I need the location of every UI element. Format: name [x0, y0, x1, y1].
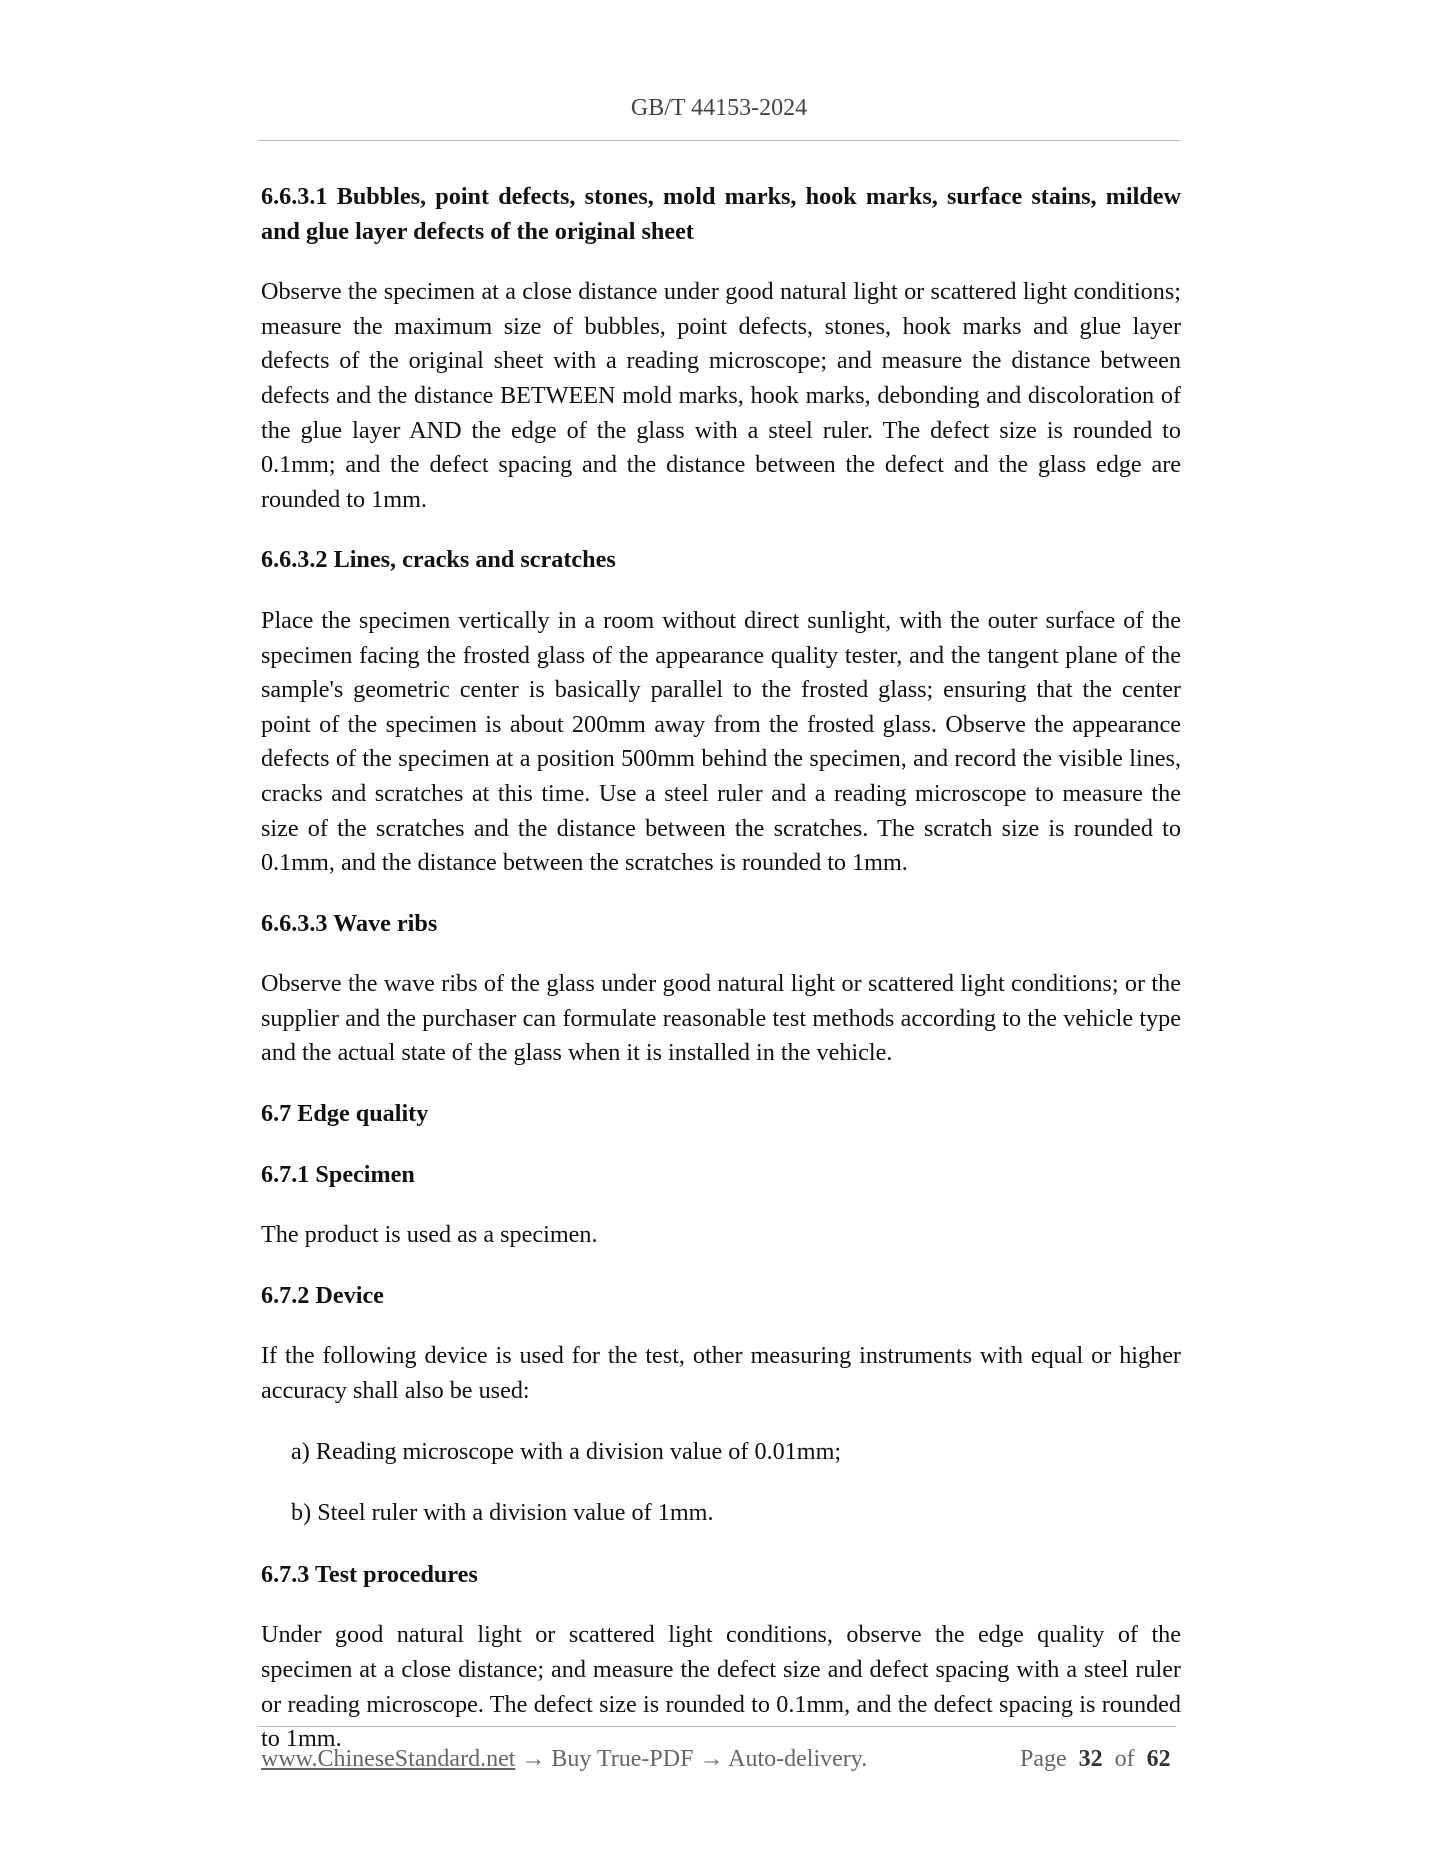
section-672-paragraph: If the following device is used for the test, other measuring instruments with equal or higher accuracy shall also be used: — [261, 1342, 1181, 1405]
current-page: 32 — [1078, 1746, 1103, 1772]
footer-promo — [261, 1746, 867, 1773]
page-label: Page — [1020, 1746, 1067, 1772]
section-6633-paragraph: Observe the wave ribs of the glass under good natural light or scattered light conditions; or the supplier and the purchaser can formulate reasonable test methods according to the vehicle type and the actual state of the glass when it is installed in the vehicle. — [261, 970, 1181, 1067]
page-number — [1020, 1746, 1171, 1773]
section-67-heading: 6.7 Edge quality — [261, 1100, 429, 1128]
section-671-heading: 6.7.1 Specimen — [261, 1160, 415, 1188]
list-item: b) Steel ruler with a division value of 1mm. — [291, 1499, 714, 1527]
document-body — [261, 180, 1181, 1783]
page-header-title: GB/T 44153-2024 — [630, 95, 808, 121]
section-673-paragraph: Under good natural light or scattered light conditions, observe the edge quality of the specimen at a close distance; and measure the defect size and defect spacing with a steel ruler or reading microscope. The defect size is rounded to 0.1mm, and the defect spacing is rounded to 1mm. — [261, 1621, 1181, 1753]
section-671-paragraph: The product is used as a specimen. — [261, 1221, 598, 1249]
section-673-heading: 6.7.3 Test procedures — [261, 1560, 478, 1588]
total-pages: 62 — [1146, 1746, 1171, 1772]
auto-delivery-text: Auto-delivery. — [728, 1746, 868, 1772]
arrow-right-icon: → — [699, 1746, 724, 1772]
section-6633-heading: 6.6.3.3 Wave ribs — [261, 909, 438, 937]
arrow-right-icon: → — [521, 1746, 546, 1772]
section-6631-paragraph: Observe the specimen at a close distance under good natural light or scattered light conditions; measure the maximum size of bubbles, point defects, stones, hook marks and glue layer defects of the original sheet with a reading microscope; and measure the distance between defects and the distance BETWEEN mold marks, hook marks, debonding and discoloration of the glue layer AND the edge of the glass with a steel ruler. The defect size is rounded to 0.1mm; and the defect spacing and the distance between the defect and the glass edge are rounded to 1mm. — [261, 278, 1181, 513]
section-6631-heading: 6.6.3.1 Bubbles, point defects, stones, mold marks, hook marks, surface stains, mildew and glue layer defects of the original sheet — [261, 183, 1181, 245]
of-label: of — [1114, 1746, 1135, 1772]
section-6632-paragraph: Place the specimen vertically in a room without direct sunlight, with the outer surface of the specimen facing the frosted glass of the appearance quality tester, and the tangent plane of the sample's geometric center is basically parallel to the frosted glass; ensuring that the center point of the specimen is about 200mm away from the frosted glass. Observe the appearance defects of the specimen at a position 500mm behind the specimen, and record the visible lines, cracks and scratches at this time. Use a steel ruler and a reading microscope to measure the size of the scratches and the distance between the scratches. The scratch size is rounded to 0.1mm, and the distance between the scratches is rounded to 1mm. — [261, 606, 1181, 877]
list-item: a) Reading microscope with a division value of 0.01mm; — [291, 1437, 842, 1465]
footer-divider — [258, 1726, 1176, 1727]
buy-pdf-text: Buy True-PDF — [551, 1746, 694, 1772]
section-672-heading: 6.7.2 Device — [261, 1281, 384, 1309]
section-6632-heading: 6.6.3.2 Lines, cracks and scratches — [261, 546, 616, 574]
website-link[interactable]: www.ChineseStandard.net — [261, 1746, 516, 1772]
header-divider — [258, 140, 1180, 141]
